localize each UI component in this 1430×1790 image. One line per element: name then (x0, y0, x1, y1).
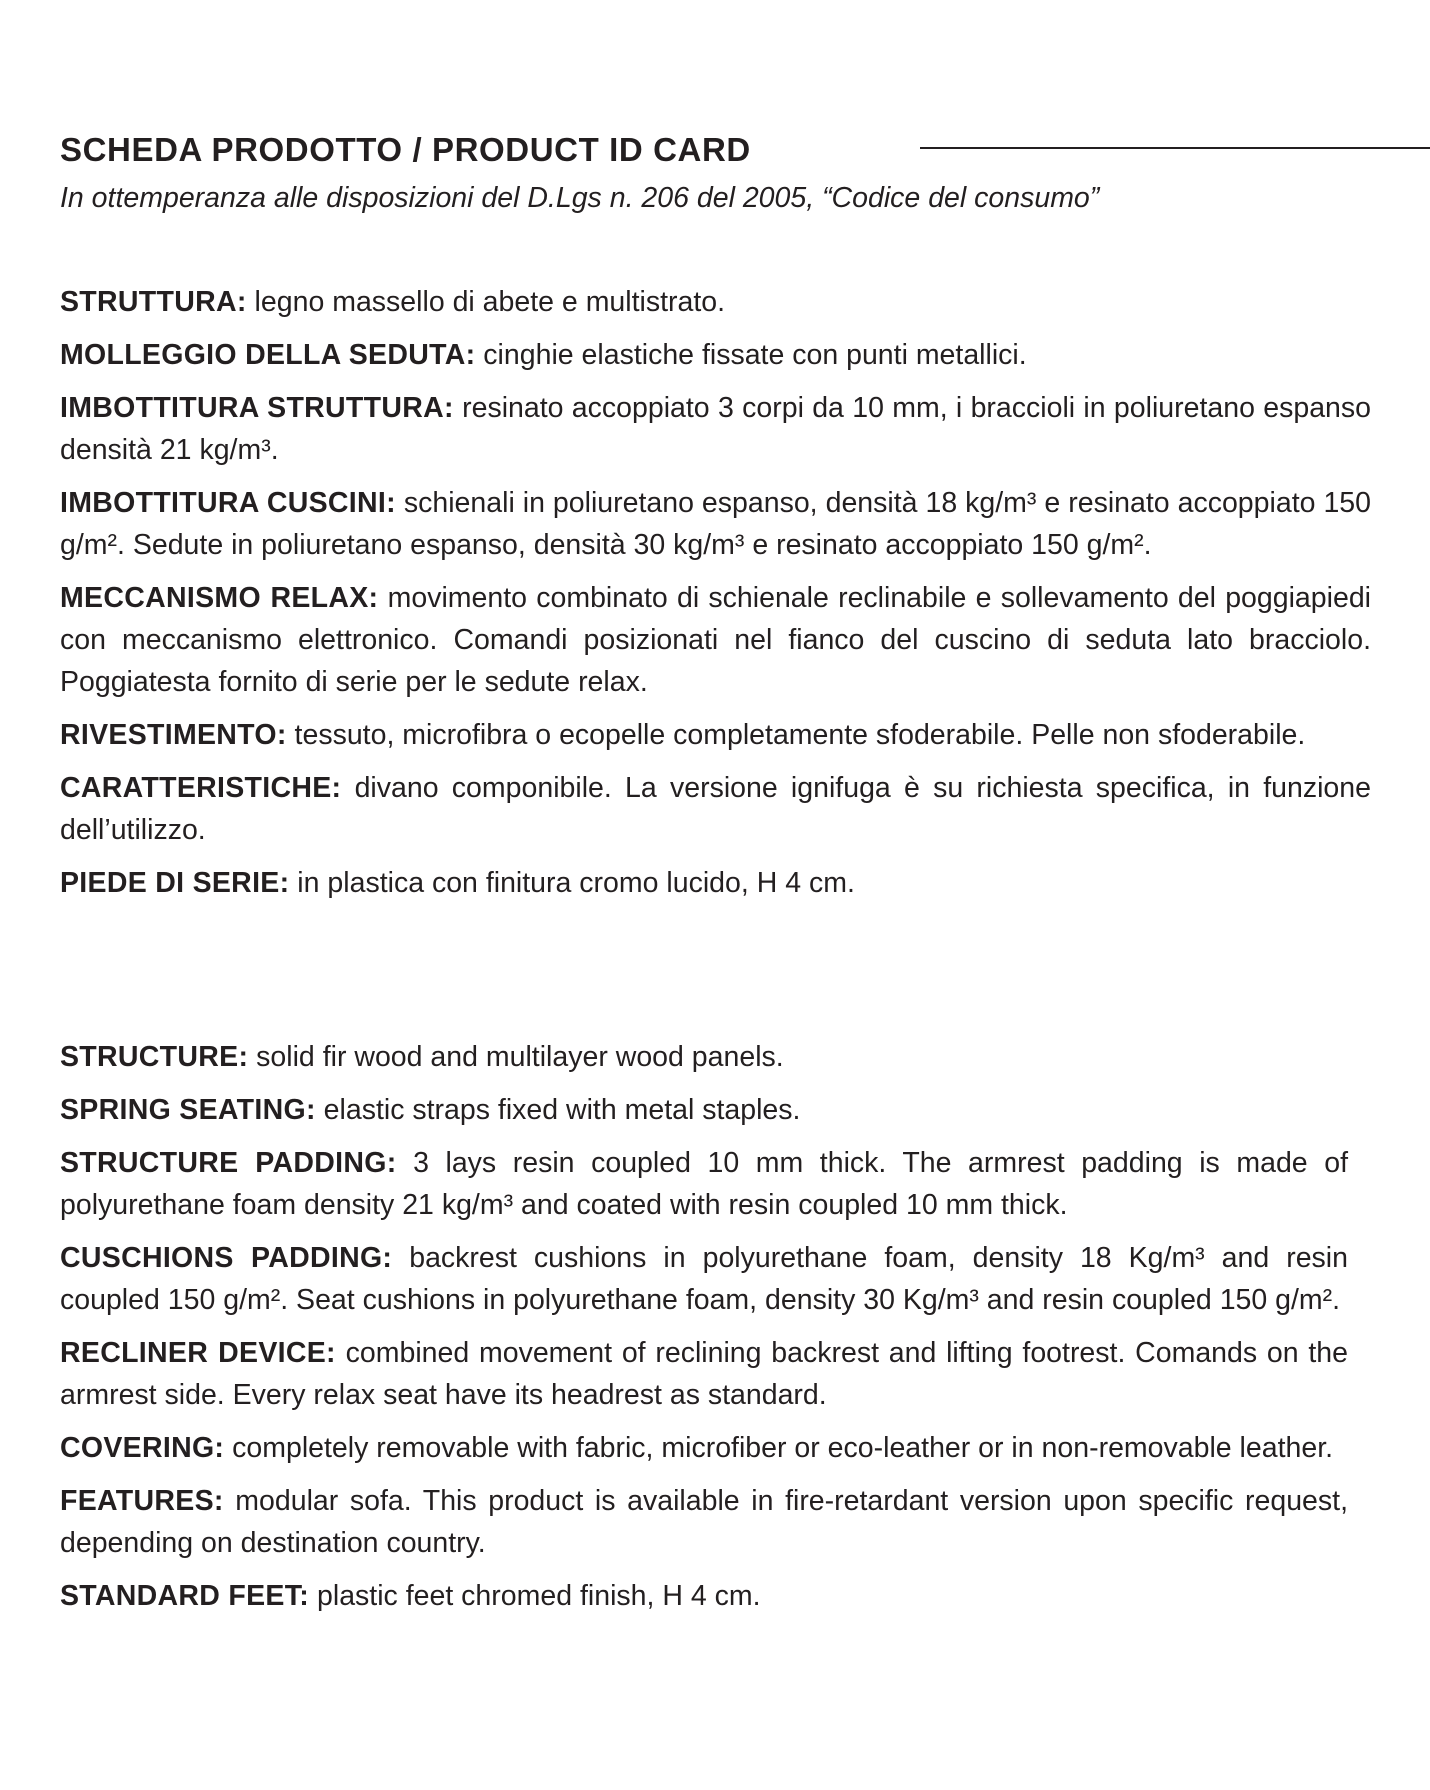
italian-specs (60, 281, 1371, 915)
spec-entry-rivestimento (60, 714, 1371, 756)
document-header (60, 128, 1430, 214)
spec-text: plastic feet chromed finish, H 4 cm. (309, 1580, 761, 1612)
spec-text: in plastica con finitura cromo lucido, H 4 cm. (289, 867, 855, 899)
spec-text: solid fir wood and multilayer wood panels. (248, 1041, 784, 1073)
spec-text: elastic straps fixed with metal staples. (315, 1094, 801, 1126)
spec-text: tessuto, microfibra o ecopelle completamente sfoderabile. Pelle non sfoderabile. (286, 719, 1306, 751)
spec-label: PIEDE DI SERIE: (60, 867, 290, 899)
spec-entry-spring-seating (60, 1089, 1348, 1131)
spec-label: RIVESTIMENTO: (60, 719, 287, 751)
spec-label: STANDARD FEET: (60, 1580, 310, 1612)
title-rule (920, 147, 1430, 149)
spec-entry-cushions-padding (60, 1237, 1348, 1321)
spec-label: IMBOTTITURA CUSCINI: (60, 487, 396, 519)
spec-entry-covering (60, 1427, 1348, 1469)
title-row (60, 128, 1430, 172)
spec-entry-meccanismo-relax (60, 577, 1371, 703)
spec-label: MECCANISMO RELAX: (60, 582, 379, 614)
spec-text: legno massello di abete e multistrato. (246, 286, 726, 318)
spec-entry-structure-padding (60, 1142, 1348, 1226)
spec-entry-structure (60, 1036, 1348, 1078)
spec-label: SPRING SEATING: (60, 1094, 316, 1126)
spec-entry-struttura (60, 281, 1371, 323)
spec-entry-features (60, 1480, 1348, 1564)
spec-text: schienali in poliuretano espanso, densità 18 kg/m³ e resinato accoppiato 150 g/m². Sedute in poliuretano espanso, densità 30 kg/m³ e resinato accoppiato 150 g/m². (60, 487, 1371, 561)
spec-label: CUSCHIONS PADDING: (60, 1242, 393, 1274)
spec-label: CARATTERISTICHE: (60, 772, 342, 804)
spec-label: IMBOTTITURA STRUTTURA: (60, 392, 454, 424)
spec-entry-recliner-device (60, 1332, 1348, 1416)
spec-label: STRUCTURE: (60, 1041, 249, 1073)
spec-label: COVERING: (60, 1432, 225, 1464)
spec-text: movimento combinato di schienale reclinabile e sollevamento del poggiapiedi con meccanismo elettronico. Comandi posizionati nel fianco del cuscino di seduta lato bracciolo. Poggiatesta fornito di serie per le sedute relax. (60, 582, 1372, 698)
spec-text: divano componibile. La versione ignifuga è su richiesta specifica, in funzione dell’utilizzo. (60, 772, 1371, 846)
spec-label: STRUCTURE PADDING: (60, 1147, 397, 1179)
spec-entry-imbottitura-struttura (60, 387, 1371, 471)
spec-entry-standard-feet (60, 1575, 1348, 1617)
spec-text: combined movement of reclining backrest and lifting footrest. Comands on the armrest side. Every relax seat have its headrest as standard. (60, 1337, 1348, 1411)
spec-text: modular sofa. This product is available in fire-retardant version upon specific request, depending on destination country. (60, 1485, 1348, 1559)
spec-text: cinghie elastiche fissate con punti metallici. (475, 339, 1027, 371)
spec-text: resinato accoppiato 3 corpi da 10 mm, i braccioli in poliuretano espanso densità 21 kg/m³. (60, 392, 1371, 466)
english-specs (60, 1036, 1348, 1628)
spec-text: 3 lays resin coupled 10 mm thick. The armrest padding is made of polyurethane foam density 21 kg/m³ and coated with resin coupled 10 mm thick. (60, 1147, 1348, 1221)
spec-entry-caratteristiche (60, 767, 1371, 851)
page-subtitle: In ottemperanza alle disposizioni del D.Lgs n. 206 del 2005, “Codice del consumo” (60, 182, 1100, 214)
spec-text: completely removable with fabric, microfiber or eco-leather or in non-removable leather. (224, 1432, 1334, 1464)
page-title: SCHEDA PRODOTTO / PRODUCT ID CARD (60, 131, 751, 168)
spec-label: FEATURES: (60, 1485, 224, 1517)
spec-entry-molleggio (60, 334, 1371, 376)
spec-label: RECLINER DEVICE: (60, 1337, 336, 1369)
spec-text: backrest cushions in polyurethane foam, density 18 Kg/m³ and resin coupled 150 g/m². Seat cushions in polyurethane foam, density 30 Kg/m³ and resin coupled 150 g/m². (60, 1242, 1348, 1316)
spec-entry-imbottitura-cuscini (60, 482, 1371, 566)
spec-label: STRUTTURA: (60, 286, 247, 318)
spec-entry-piede (60, 862, 1371, 904)
spec-label: MOLLEGGIO DELLA SEDUTA: (60, 339, 476, 371)
